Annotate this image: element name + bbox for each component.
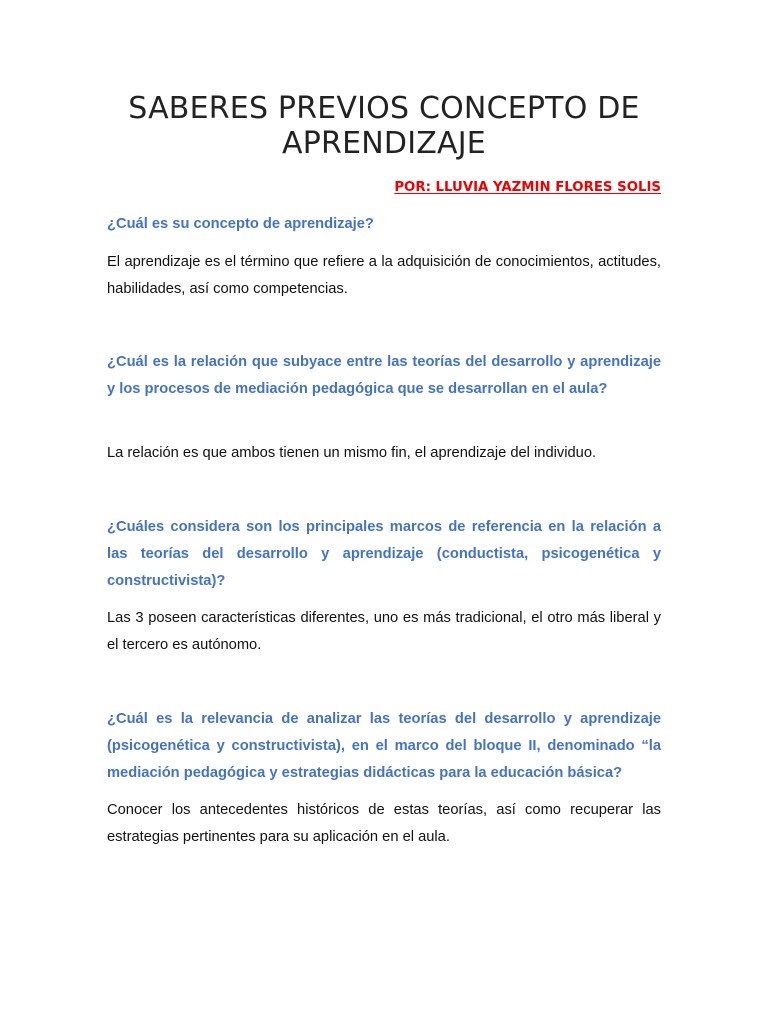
question-2: ¿Cuál es la relación que subyace entre las teorías del desarrollo y aprendizaje y los procesos de mediación pedagógica que se desarrollan en el aula? <box>107 354 661 397</box>
question-4: ¿Cuál es la relevancia de analizar las teorías del desarrollo y aprendizaje (psicogenética y constructivista), en el marco del bloque II, denominado “la mediación pedagógica y estrategias didácticas para la educación básica? <box>107 711 661 781</box>
answer-4: Conocer los antecedentes históricos de estas teorías, así como recuperar las estrategias pertinentes para su aplicación en el aula. <box>107 802 661 845</box>
answer-3: Las 3 poseen características diferentes, uno es más tradicional, el otro más liberal y el tercero es autónomo. <box>107 610 661 653</box>
question-1: ¿Cuál es su concepto de aprendizaje? <box>107 216 374 232</box>
answer-1: El aprendizaje es el término que refiere a la adquisición de conocimientos, actitudes, habilidades, así como competencias. <box>107 254 661 297</box>
answer-2: La relación es que ambos tienen un mismo fin, el aprendizaje del individuo. <box>107 445 597 461</box>
author-line: POR: LLUVIA YAZMIN FLORES SOLIS <box>394 180 661 195</box>
question-3: ¿Cuáles considera son los principales marcos de referencia en la relación a las teorías del desarrollo y aprendizaje (conductista, psicogenética y constructivista)? <box>107 519 661 589</box>
document-title: SABERES PREVIOS CONCEPTO DE APRENDIZAJE <box>128 91 640 161</box>
